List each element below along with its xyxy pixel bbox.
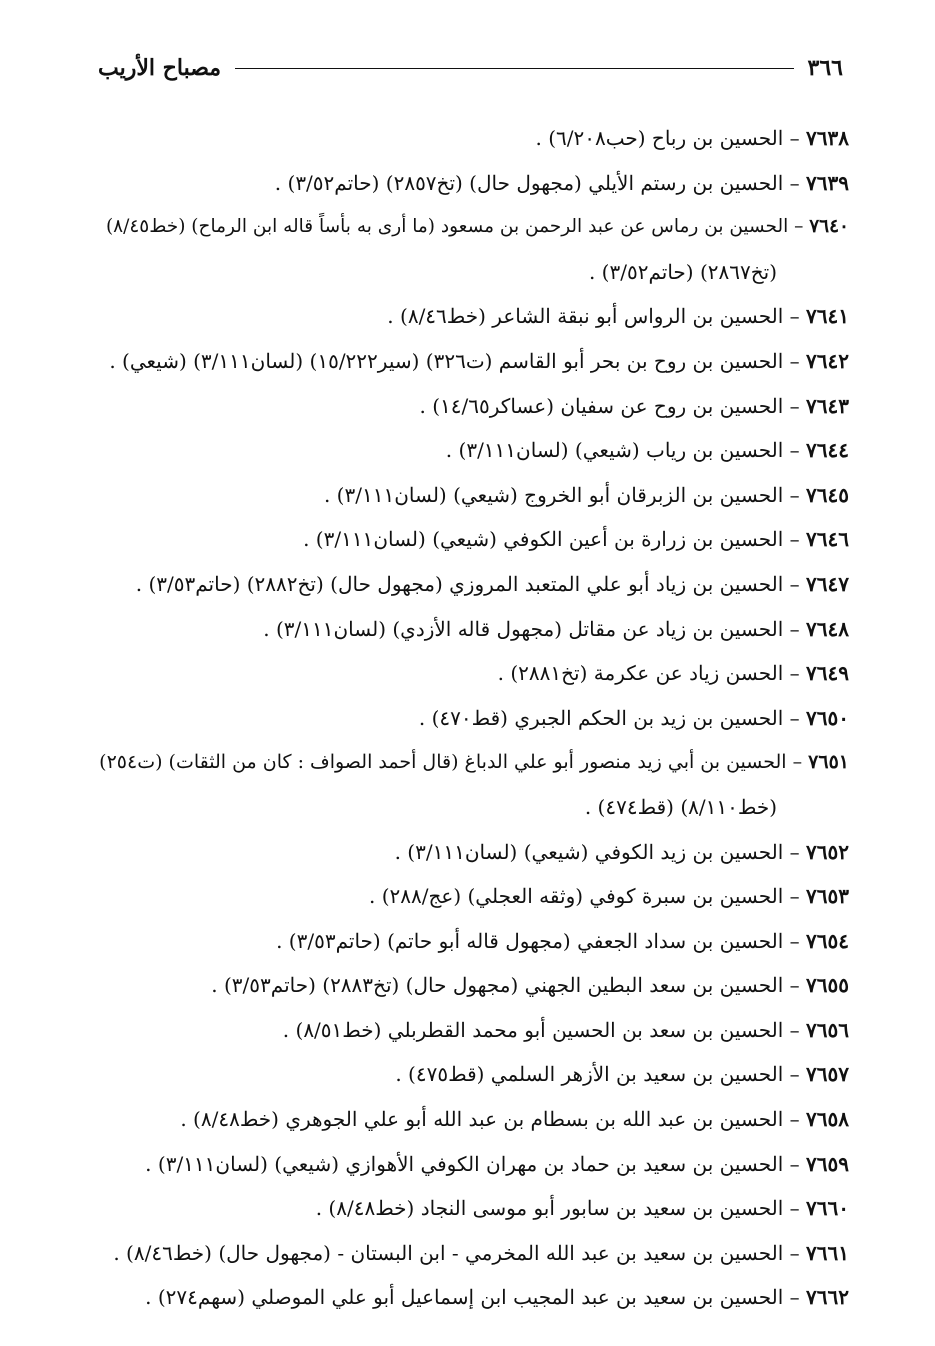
entry-number: ٧٦٤٣: [806, 393, 849, 418]
entry-number: ٧٦٥٣: [806, 884, 849, 909]
list-item: ٧٦٥١ – الحسين بن أبي زيد منصور أبو علي الدباغ (قال أحمد الصواف : كان من الثقات) (ت٢٥٤): [99, 751, 849, 774]
list-item: ٧٦٥٦ – الحسين بن سعد بن الحسين أبو محمد القطربلي (خط٨/٥١) .: [282, 1017, 849, 1042]
list-item: ٧٦٤٨ – الحسين بن زياد عن مقاتل (مجهول قاله الأزدي) (لسان٣/١١١) .: [263, 616, 849, 641]
entry-number: ٧٦٥٥: [806, 973, 849, 998]
entry-text: الحسين بن سعيد بن حماد بن مهران الكوفي الأهوازي (شيعي) (لسان٣/١١١) .: [145, 1151, 784, 1176]
list-item: ٧٦٥٨ – الحسين بن عبد الله بن بسطام بن عبد الله أبو علي الجوهري (خط٨/٤٨) .: [180, 1107, 849, 1132]
list-item: ٧٦٥٤ – الحسين بن سداد الجعفي (مجهول قاله أبو حاتم) (حاتم٣/٥٣) .: [276, 928, 849, 953]
list-item: ٧٦٤٣ – الحسين بن روح عن سفيان (عساكر١٤/٦٥) .: [419, 393, 849, 418]
list-item: ٧٦٤٤ – الحسين بن رياب (شيعي) (لسان٣/١١١) .: [445, 438, 849, 463]
entry-number: ٧٦٤١: [806, 304, 849, 329]
entry-number: ٧٦٣٨: [806, 126, 849, 150]
entry-text: الحسن زياد عن عكرمة (تخ٢٨٨١) .: [497, 661, 784, 686]
entry-text: الحسين بن زرارة بن أعين الكوفي (شيعي) (لسان٣/١١١) .: [303, 527, 784, 552]
list-item: ٧٦٤٧ – الحسين بن زياد أبو علي المتعبد المروزي (مجهول حال) (تخ٢٨٨٢) (حاتم٣/٥٣) .: [135, 571, 849, 596]
page-number: ٣٦٦: [807, 55, 843, 81]
entry-text: الحسين بن روح بن بحر أبو القاسم (ت٣٢٦) (سير١٥/٢٢٢) (لسان٣/١١١) (شيعي) .: [109, 348, 784, 373]
header-rule: [235, 68, 793, 69]
list-item: ٧٦٤٩ – الحسن زياد عن عكرمة (تخ٢٨٨١) .: [497, 661, 849, 686]
entry-number: ٧٦٥٤: [806, 928, 849, 953]
entries-list: [89, 116, 849, 1320]
list-item: ٧٦٤٠ – الحسين بن رماس عن عبد الرحمن بن مسعود (ما أرى به بأساً قاله ابن الرماح) (خط٨/٤٥): [105, 216, 849, 238]
list-item: ٧٦٥٩ – الحسين بن سعيد بن حماد بن مهران الكوفي الأهوازي (شيعي) (لسان٣/١١١) .: [145, 1151, 849, 1176]
entry-text: الحسين بن زياد أبو علي المتعبد المروزي (مجهول حال) (تخ٢٨٨٢) (حاتم٣/٥٣) .: [135, 571, 784, 596]
page-header: [98, 48, 843, 88]
entry-text: الحسين بن الزبرقان أبو الخروج (شيعي) (لسان٣/١١١) .: [323, 482, 784, 507]
entry-number: ٧٦٤٤: [806, 438, 849, 463]
list-item: ٧٦٦٢ – الحسين بن سعيد بن عبد المجيب ابن إسماعيل أبو علي الموصلي (سهم٢٧٤) .: [145, 1285, 849, 1310]
entry-number: ٧٦٤٠: [809, 216, 849, 238]
list-item: ٧٦٥٥ – الحسين بن سعد البطين الجهني (مجهول حال) (تخ٢٨٨٣) (حاتم٣/٥٣) .: [211, 973, 849, 998]
entry-continuation: (خط٨/١١٠) (قط٤٧٤) .: [584, 794, 777, 819]
list-item: ٧٦٥٢ – الحسين بن زيد الكوفي (شيعي) (لسان٣/١١١) .: [394, 839, 849, 864]
list-item: ٧٦٤٦ – الحسين بن زرارة بن أعين الكوفي (شيعي) (لسان٣/١١١) .: [303, 527, 849, 552]
entry-number: ٧٦٥٨: [806, 1107, 849, 1132]
entry-text: الحسين بن رماس عن عبد الرحمن بن مسعود (ما أرى به بأساً قاله ابن الرماح) (خط٨/٤٥): [105, 216, 789, 238]
entry-text: الحسين بن زياد عن مقاتل (مجهول قاله الأزدي) (لسان٣/١١١) .: [263, 616, 784, 641]
entry-text: الحسين بن زيد بن الحكم الجبري (قط٤٧٠) .: [418, 705, 784, 730]
list-item: ٧٦٦٠ – الحسين بن سعيد بن سابور أبو موسى النجاد (خط٨/٤٨) .: [315, 1196, 849, 1221]
entry-text: الحسين بن سعد بن الحسين أبو محمد القطربلي (خط٨/٥١) .: [282, 1017, 784, 1042]
entry-number: ٧٦٥٧: [806, 1062, 849, 1087]
list-item: ٧٦٥٧ – الحسين بن سعيد بن الأزهر السلمي (قط٤٧٥) .: [395, 1062, 849, 1087]
list-item: ٧٦٣٨ – الحسين بن رباح (حب٦/٢٠٨) .: [535, 126, 849, 150]
running-title: مصباح الأريب: [98, 55, 222, 81]
entry-text: الحسين بن روح عن سفيان (عساكر١٤/٦٥) .: [419, 393, 784, 418]
list-item: ٧٦٥٣ – الحسين بن سبرة كوفي (وثقه العجلي) (عج/٢٨٨) .: [369, 884, 849, 909]
list-item: ٧٦٤٢ – الحسين بن روح بن بحر أبو القاسم (ت٣٢٦) (سير١٥/٢٢٢) (لسان٣/١١١) (شيعي) .: [109, 348, 849, 373]
entry-number: ٧٦٦١: [806, 1240, 849, 1265]
entry-number: ٧٦٣٩: [806, 170, 849, 195]
entry-number: ٧٦٥٩: [806, 1151, 849, 1176]
entry-number: ٧٦٥١: [808, 751, 849, 774]
entry-number: ٧٦٦٢: [806, 1285, 849, 1310]
entry-continuation: (تخ٢٨٦٧) (حاتم٣/٥٢) .: [588, 259, 777, 284]
entry-number: ٧٦٤٨: [806, 616, 849, 641]
entry-number: ٧٦٤٢: [806, 348, 849, 373]
entry-text: الحسين بن رياب (شيعي) (لسان٣/١١١) .: [445, 438, 784, 463]
list-item: ٧٦٦١ – الحسين بن سعيد بن عبد الله المخرمي - ابن البستان - (مجهول حال) (خط٨/٤٦) .: [113, 1240, 849, 1265]
entry-text: الحسين بن سعيد بن عبد الله المخرمي - ابن البستان - (مجهول حال) (خط٨/٤٦) .: [113, 1240, 784, 1265]
entry-number: ٧٦٤٥: [806, 482, 849, 507]
entry-text: الحسين بن سعيد بن عبد المجيب ابن إسماعيل أبو علي الموصلي (سهم٢٧٤) .: [145, 1285, 784, 1310]
entry-number: ٧٦٤٩: [806, 661, 849, 686]
entry-number: ٧٦٥٠: [806, 705, 849, 730]
list-item: ٧٦٤٥ – الحسين بن الزبرقان أبو الخروج (شيعي) (لسان٣/١١١) .: [323, 482, 849, 507]
entry-text: الحسين بن سبرة كوفي (وثقه العجلي) (عج/٢٨٨) .: [369, 884, 784, 909]
entry-text: الحسين بن سعد البطين الجهني (مجهول حال) (تخ٢٨٨٣) (حاتم٣/٥٣) .: [211, 973, 784, 998]
entry-text: الحسين بن أبي زيد منصور أبو علي الدباغ (قال أحمد الصواف : كان من الثقات) (ت٢٥٤): [99, 751, 787, 774]
entry-text: الحسين بن رستم الأيلي (مجهول حال) (تخ٢٨٥٧) (حاتم٣/٥٢) .: [274, 170, 784, 195]
entry-text: الحسين بن زيد الكوفي (شيعي) (لسان٣/١١١) .: [394, 839, 784, 864]
entry-number: ٧٦٤٧: [806, 571, 849, 596]
list-item: ٧٦٥٠ – الحسين بن زيد بن الحكم الجبري (قط٤٧٠) .: [418, 705, 849, 730]
entry-text: الحسين بن سداد الجعفي (مجهول قاله أبو حاتم) (حاتم٣/٥٣) .: [276, 928, 784, 953]
entry-text: الحسين بن سعيد بن سابور أبو موسى النجاد (خط٨/٤٨) .: [315, 1196, 784, 1221]
entry-number: ٧٦٥٦: [806, 1017, 849, 1042]
list-item: ٧٦٤١ – الحسين بن الرواس أبو نبقة الشاعر (خط٨/٤٦) .: [387, 304, 849, 329]
entry-text: الحسين بن الرواس أبو نبقة الشاعر (خط٨/٤٦) .: [387, 304, 784, 329]
entry-number: ٧٦٥٢: [806, 839, 849, 864]
list-item: ٧٦٣٩ – الحسين بن رستم الأيلي (مجهول حال) (تخ٢٨٥٧) (حاتم٣/٥٢) .: [274, 170, 849, 195]
entry-text: الحسين بن رباح (حب٦/٢٠٨) .: [535, 126, 784, 150]
entry-number: ٧٦٦٠: [806, 1196, 849, 1221]
entry-number: ٧٦٤٦: [806, 527, 849, 552]
entry-text: الحسين بن عبد الله بن بسطام بن عبد الله أبو علي الجوهري (خط٨/٤٨) .: [180, 1107, 784, 1132]
entry-text: الحسين بن سعيد بن الأزهر السلمي (قط٤٧٥) .: [395, 1062, 784, 1087]
